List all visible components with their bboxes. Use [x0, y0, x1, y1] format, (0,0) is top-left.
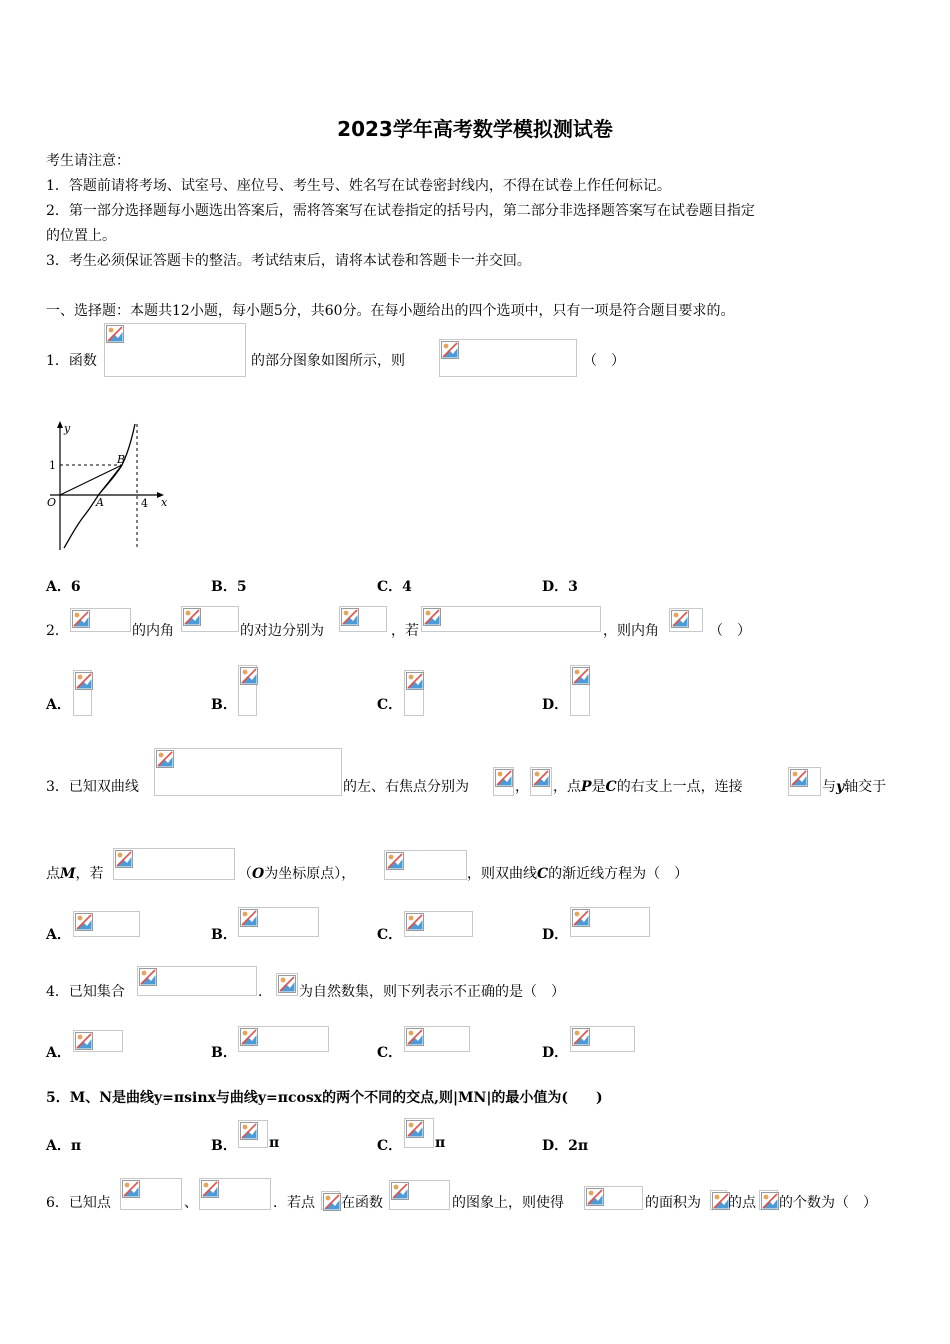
broken-image-icon: [341, 608, 359, 626]
q6-stem: 的点: [728, 1195, 756, 1211]
q3-text: 的渐近线方程为（ ）: [548, 866, 689, 882]
broken-image-icon: [75, 913, 93, 931]
axis-y: y: [836, 779, 845, 795]
broken-image-icon: [406, 1028, 424, 1046]
formula-image: [404, 1026, 470, 1052]
broken-image-icon: [75, 1032, 93, 1050]
option-c: C．: [377, 697, 403, 713]
broken-image-icon: [201, 1180, 219, 1198]
option-a: A．: [46, 927, 71, 943]
q6-stem: 的面积为: [645, 1195, 701, 1211]
q2-stem: 2．: [46, 623, 69, 639]
q3-stem: 的左、右焦点分别为: [343, 779, 469, 795]
q2-stem: ，若: [391, 623, 419, 639]
broken-image-icon: [406, 672, 424, 690]
curve-c: C: [605, 779, 617, 795]
broken-image-icon: [72, 610, 90, 628]
formula-image: [238, 907, 319, 937]
broken-image-icon: [790, 769, 808, 787]
q3-text: 为坐标原点），: [264, 866, 356, 882]
tick-label: 1: [49, 459, 56, 472]
formula-image: [238, 665, 257, 716]
option-c: C．4: [377, 579, 412, 595]
notice-heading: 考生请注意：: [46, 153, 130, 169]
q3-stem: [822, 778, 886, 796]
option-b: B．: [211, 1045, 237, 1061]
formula-image: [570, 907, 650, 937]
formula-image: [404, 911, 473, 937]
option-c-suffix: π: [435, 1135, 446, 1151]
broken-image-icon: [240, 667, 258, 685]
option-b: B．: [211, 1138, 237, 1154]
formula-image: [73, 670, 92, 716]
formula-image: [710, 1190, 727, 1210]
broken-image-icon: [183, 608, 201, 626]
formula-image: [73, 911, 140, 937]
option-b: B．: [211, 697, 237, 713]
formula-image: [321, 1191, 340, 1210]
point-label: A: [96, 496, 104, 509]
broken-image-icon: [240, 1122, 258, 1140]
q3-text: 点: [46, 866, 60, 882]
q3-stem: [238, 865, 355, 883]
formula-image: [339, 606, 387, 632]
q6-stem: 、: [184, 1195, 198, 1211]
page-title: 2023学年高考数学模拟测试卷: [337, 117, 613, 141]
broken-image-icon: [586, 1188, 604, 1206]
option-d: D．: [542, 1045, 569, 1061]
broken-image-icon: [240, 909, 258, 927]
option-a: A．6: [46, 579, 81, 595]
formula-image: [104, 323, 246, 377]
option-d: D．3: [542, 579, 578, 595]
q3-text: ，若: [75, 866, 104, 882]
point-label: B: [117, 453, 126, 466]
notice-item: 2．第一部分选择题每小题选出答案后，需将答案写在试卷指定的括号内，第二部分非选择题答案写在试卷题目指定: [46, 203, 755, 219]
option-b-suffix: π: [269, 1135, 280, 1151]
q3-stem: ，: [515, 779, 529, 795]
option-d: D．2π: [542, 1138, 589, 1154]
q3-text: ，点: [553, 779, 581, 795]
q3-text: 与: [822, 779, 836, 795]
option-b: B．: [211, 927, 237, 943]
formula-image: [199, 1178, 271, 1210]
q3-stem: [46, 865, 104, 883]
broken-image-icon: [391, 1182, 409, 1200]
formula-image: [584, 1186, 643, 1210]
formula-image: [120, 1178, 182, 1210]
answer-bracket: （ ）: [583, 353, 625, 369]
option-b: B．5: [211, 579, 247, 595]
broken-image-icon: [115, 850, 133, 868]
q3-text: 轴交于: [844, 779, 887, 795]
formula-image: [404, 670, 424, 716]
formula-image: [154, 748, 342, 796]
curve-c: C: [537, 866, 549, 882]
notice-item: 1．答题前请将考场、试室号、座位号、考生号、姓名写在试卷密封线内，不得在试卷上作任何标记。: [46, 178, 671, 194]
formula-image: [570, 665, 590, 716]
formula-image: [384, 850, 467, 880]
formula-image: [788, 767, 821, 796]
broken-image-icon: [572, 909, 590, 927]
formula-image: [70, 608, 131, 632]
broken-image-icon: [75, 672, 93, 690]
broken-image-icon: [572, 667, 590, 685]
formula-image: [238, 1120, 268, 1148]
section-heading: 一、选择题：本题共12小题，每小题5分，共60分。在每小题给出的四个选项中，只有一项是符合题目要求的。: [46, 303, 735, 319]
q3-text: （: [238, 866, 252, 882]
q1-stem: 的部分图象如图所示，则: [251, 353, 405, 369]
option-d: D．: [542, 927, 569, 943]
broken-image-icon: [278, 975, 296, 993]
q6-stem: ．若点: [273, 1195, 315, 1211]
q2-stem: 的内角: [132, 623, 174, 639]
q3-text: ，则双曲线: [467, 866, 537, 882]
broken-image-icon: [671, 610, 689, 628]
q3-stem: [553, 778, 743, 796]
formula-image: [389, 1180, 450, 1210]
option-a: A．: [46, 1045, 71, 1061]
broken-image-icon: [532, 769, 550, 787]
notice-item: 3．考生必须保证答题卡的整洁。考试结束后，请将本试卷和答题卡一并交回。: [46, 253, 531, 269]
broken-image-icon: [572, 1028, 590, 1046]
q6-stem: 的图象上，则使得: [452, 1195, 564, 1211]
q2-stem: 的对边分别为: [240, 623, 324, 639]
q2-stem: ，则内角: [603, 623, 659, 639]
broken-image-icon: [495, 769, 513, 787]
formula-image: [73, 1030, 123, 1052]
q4-stem: 为自然数集，则下列表示不正确的是（ ）: [299, 984, 565, 1000]
origin-label: O: [47, 496, 57, 509]
broken-image-icon: [106, 325, 124, 343]
q6-stem: 的个数为（ ）: [779, 1195, 877, 1211]
broken-image-icon: [139, 968, 157, 986]
formula-image: [530, 767, 552, 796]
point-p: P: [581, 779, 592, 795]
formula-image: [404, 1118, 434, 1148]
formula-image: [276, 973, 298, 996]
formula-image: [439, 339, 577, 377]
formula-image: [570, 1026, 635, 1052]
formula-image: [113, 848, 235, 880]
broken-image-icon: [406, 913, 424, 931]
q4-stem: 4．已知集合: [46, 984, 125, 1000]
option-c: C．: [377, 1045, 403, 1061]
tick-label: 4: [141, 497, 148, 510]
axis-label: y: [64, 422, 71, 435]
formula-image: [137, 966, 257, 996]
formula-image: [493, 767, 514, 796]
broken-image-icon: [406, 1120, 424, 1138]
broken-image-icon: [122, 1180, 140, 1198]
answer-bracket: （ ）: [709, 623, 751, 639]
q3-text: 是: [591, 779, 606, 795]
q3-stem: [467, 865, 688, 883]
q1-stem: 1．函数: [46, 353, 97, 369]
q6-stem: 在函数: [341, 1195, 383, 1211]
option-c: C．: [377, 927, 403, 943]
broken-image-icon: [323, 1193, 341, 1211]
option-a: A．π: [46, 1138, 82, 1154]
formula-image: [238, 1026, 329, 1052]
q5-stem: 5．M、N是曲线y=πsinx与曲线y=πcosx的两个不同的交点,则|MN|的最小值为( ): [46, 1090, 603, 1106]
option-d: D．: [542, 697, 569, 713]
q4-stem: ．: [258, 984, 272, 1000]
axis-label: x: [161, 496, 168, 509]
formula-image: [181, 606, 239, 632]
point-m: M: [60, 866, 76, 882]
origin-o: O: [252, 866, 265, 882]
broken-image-icon: [441, 341, 459, 359]
notice-item: 的位置上。: [46, 228, 116, 244]
broken-image-icon: [386, 852, 404, 870]
q6-stem: 6．已知点: [46, 1195, 111, 1211]
q3-text: 的右支上一点，连接: [616, 779, 743, 795]
option-a: A．: [46, 697, 71, 713]
broken-image-icon: [423, 608, 441, 626]
option-c: C．: [377, 1138, 403, 1154]
broken-image-icon: [156, 750, 174, 768]
formula-image: [759, 1190, 778, 1210]
formula-image: [669, 608, 703, 632]
broken-image-icon: [761, 1192, 779, 1210]
q3-stem: 3．已知双曲线: [46, 779, 139, 795]
broken-image-icon: [240, 1028, 258, 1046]
formula-image: [421, 606, 601, 632]
function-graph: [40, 418, 175, 558]
